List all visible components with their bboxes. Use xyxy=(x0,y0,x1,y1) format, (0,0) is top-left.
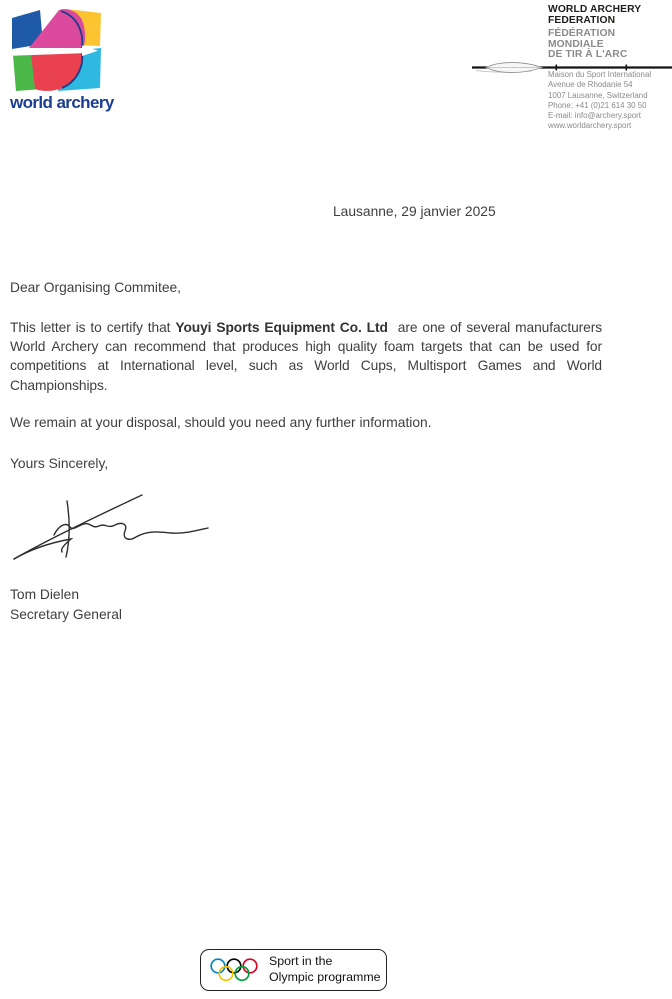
salutation: Dear Organising Commitee, xyxy=(10,280,181,295)
org-en-line: WORLD ARCHERY xyxy=(548,4,642,15)
body-text-pre: This letter is to certify that xyxy=(10,320,176,335)
company-name: Youyi Sports Equipment Co. Ltd xyxy=(175,320,388,335)
olympic-text-line: Sport in the xyxy=(269,954,333,969)
world-archery-logo-mark xyxy=(10,8,103,92)
olympic-rings-icon xyxy=(210,957,260,983)
closing-line: We remain at your disposal, should you need any further information. xyxy=(10,415,432,430)
ring-yellow xyxy=(219,967,233,981)
org-name-english xyxy=(548,5,672,26)
signer-title: Secretary General xyxy=(10,606,122,622)
address-line: Maison du Sport International xyxy=(548,70,652,79)
signature-scribble xyxy=(5,486,220,568)
world-archery-wordmark: world archery xyxy=(10,93,114,112)
org-name-french xyxy=(548,29,672,61)
signer-block xyxy=(10,585,122,624)
valediction: Yours Sincerely, xyxy=(10,456,109,471)
address-line: 1007 Lausanne, Switzerland xyxy=(548,90,648,100)
signature-block xyxy=(5,486,220,573)
address-line-email: E-mail: info@archery.sport xyxy=(548,111,641,121)
org-fr-line: DE TIR À L'ARC xyxy=(548,49,628,61)
ring-red xyxy=(243,959,257,973)
body-text-post: are one of several manufacturers World Archery can recommend that produces high quality foam targets that can be used for competitions at International level, such as World Cups, Multisport Games and World Championships. xyxy=(10,320,603,393)
olympic-text-line: Olympic programme xyxy=(269,970,381,984)
address-line-website: www.worldarchery.sport xyxy=(548,121,632,131)
org-fr-line: FÉDÉRATION xyxy=(548,28,616,39)
letterhead-address xyxy=(548,70,672,132)
world-archery-logo xyxy=(10,8,114,113)
ring-blue xyxy=(211,959,225,973)
ring-black xyxy=(227,959,241,973)
address-line: Avenue de Rhodanie 54 xyxy=(548,80,633,90)
signer-name: Tom Dielen xyxy=(10,587,80,602)
olympic-badge-text xyxy=(269,954,381,985)
ring-green xyxy=(235,967,249,981)
address-line-phone: Phone: +41 (0)21 614 30 50 xyxy=(548,100,647,110)
org-fr-line: MONDIALE xyxy=(548,38,604,50)
dateline: Lausanne, 29 janvier 2025 xyxy=(333,204,496,219)
olympic-programme-badge xyxy=(200,949,387,991)
org-en-line: FEDERATION xyxy=(548,14,616,26)
body-paragraph xyxy=(10,318,602,395)
